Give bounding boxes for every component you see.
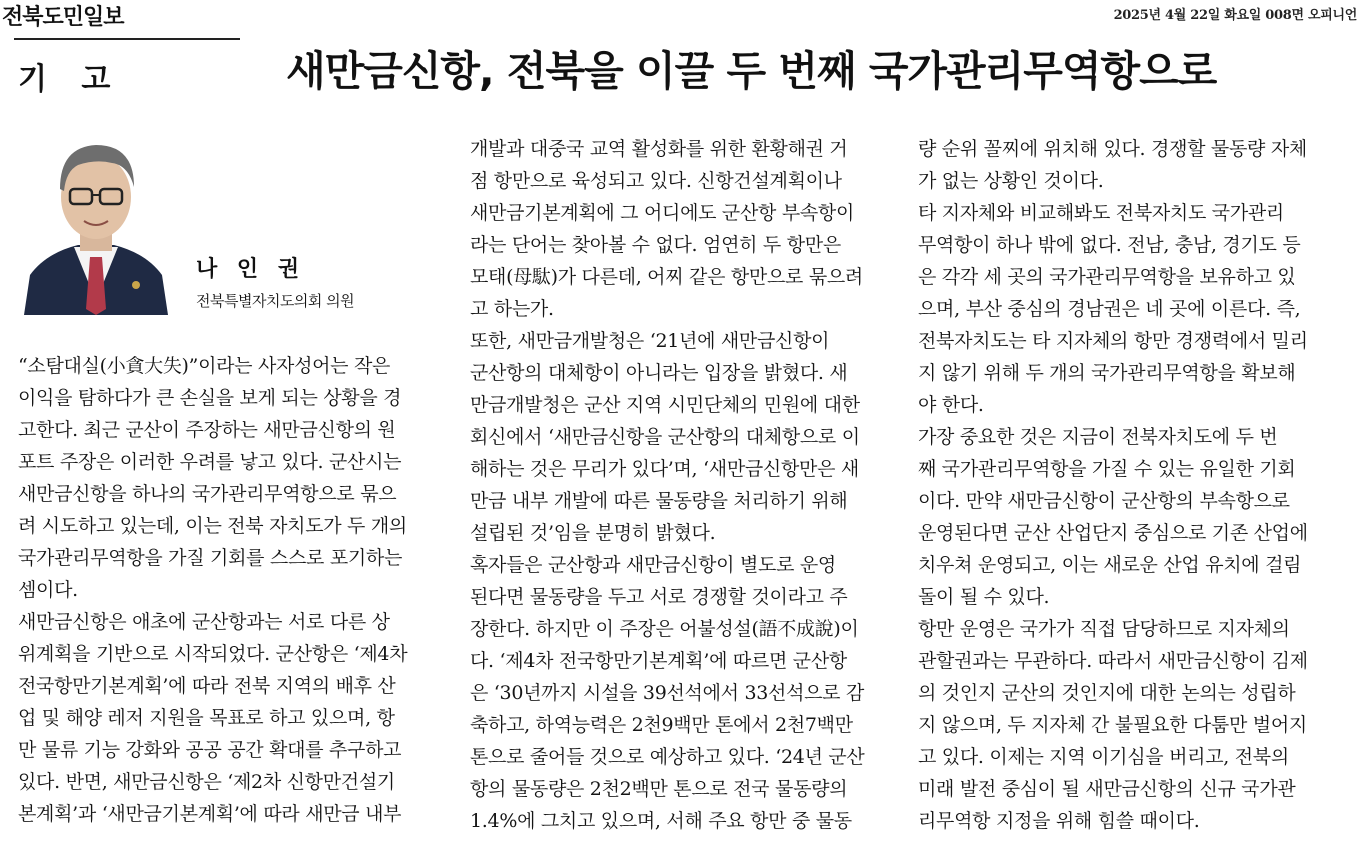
text-line: 야 한다. <box>918 394 984 416</box>
text-line: 라는 단어는 찾아볼 수 없다. 엄연히 두 항만은 <box>470 234 841 256</box>
text-line: 가장 중요한 것은 지금이 전북자치도에 두 번 <box>918 426 1278 448</box>
text-line: 관할권과는 무관하다. 따라서 새만금신항이 김제 <box>918 650 1308 672</box>
text-line: 있다. 반면, 새만금신항은 ‘제2차 신항만건설기 <box>18 771 395 793</box>
text-line: 새만금신항은 애초에 군산항과는 서로 다른 상 <box>18 611 390 633</box>
text-line: 려 시도하고 있는데, 이는 전북 자치도가 두 개의 <box>18 515 407 537</box>
text-line: 항만 운영은 국가가 직접 담당하므로 지자체의 <box>918 618 1290 640</box>
text-line: 의 것인지 군산의 것인지에 대한 논의는 성립하 <box>918 682 1296 704</box>
text-line: 국가관리무역항을 가질 기회를 스스로 포기하는 <box>18 547 403 569</box>
text-line: 은 ‘30년까지 시설을 39선석에서 33선석으로 감 <box>470 682 865 704</box>
text-line: 업 및 해양 레저 지원을 목표로 하고 있으며, 항 <box>18 707 395 729</box>
text-line: 점 항만으로 육성되고 있다. 신항건설계획이나 <box>470 170 842 192</box>
text-line: 전북자치도는 타 지자체의 항만 경쟁력에서 밀리 <box>918 330 1308 352</box>
text-line: 본계획’과 ‘새만금기본계획’에 따라 새만금 내부 <box>18 803 402 825</box>
text-line: 리무역항 지정을 위해 힘쓸 때이다. <box>918 810 1200 832</box>
text-line: 고 있다. 이제는 지역 이기심을 버리고, 전북의 <box>918 746 1289 768</box>
text-line: 만금개발청은 군산 지역 시민단체의 민원에 대한 <box>470 394 860 416</box>
text-line: 돌이 될 수 있다. <box>918 586 1050 608</box>
text-line: 모태(母駄)가 다른데, 어찌 같은 항만으로 묶으려 <box>470 266 863 288</box>
text-line: 이익을 탐하다가 큰 손실을 보게 되는 상황을 경 <box>18 387 402 409</box>
text-line: 지 않기 위해 두 개의 국가관리무역항을 확보해 <box>918 362 1296 384</box>
section-rule <box>14 38 240 40</box>
text-line: “소탐대실(小貪大失)”이라는 사자성어는 작은 <box>18 355 391 377</box>
text-line: 위계획을 기반으로 시작되었다. 군산항은 ‘제4차 <box>18 643 408 665</box>
text-line: 해하는 것은 무리가 있다’며, ‘새만금신항만은 새 <box>470 458 859 480</box>
text-line: 또한, 새만금개발청은 ‘21년에 새만금신항이 <box>470 330 830 352</box>
text-line: 가 없는 상황인 것이다. <box>918 170 1104 192</box>
text-line: 량 순위 꼴찌에 위치해 있다. 경쟁할 물동량 자체 <box>918 138 1307 160</box>
text-line: 셈이다. <box>18 579 78 601</box>
text-line: 전국항만기본계획’에 따라 전북 지역의 배후 산 <box>18 675 396 697</box>
text-line: 축하고, 하역능력은 2천9백만 톤에서 2천7백만 <box>470 714 853 736</box>
text-line: 톤으로 줄어들 것으로 예상하고 있다. ‘24년 군산 <box>470 746 865 768</box>
text-line: 고 하는가. <box>470 298 554 320</box>
text-line: 항의 물동량은 2천2백만 톤으로 전국 물동량의 <box>470 778 848 800</box>
article-column-2 <box>470 133 900 837</box>
text-line: 장한다. 하지만 이 주장은 어불성설(語不成說)이 <box>470 618 859 640</box>
text-line: 운영된다면 군산 산업단지 중심으로 기존 산업에 <box>918 522 1308 544</box>
author-affiliation: 전북특별자치도의회 의원 <box>196 292 355 310</box>
issue-dateline: 2025년 4월 22일 화요일 008면 오피니언 <box>1113 8 1357 23</box>
text-line: 째 국가관리무역항을 가질 수 있는 유일한 기회 <box>918 458 1296 480</box>
text-line: 타 지자체와 비교해봐도 전북자치도 국가관리 <box>918 202 1284 224</box>
author-photo <box>16 125 176 315</box>
text-line: 회신에서 ‘새만금신항을 군산항의 대체항으로 이 <box>470 426 860 448</box>
text-line: 설립된 것’임을 분명히 밝혔다. <box>470 522 716 544</box>
text-line: 1.4%에 그치고 있으며, 서해 주요 항만 중 물동 <box>470 810 852 832</box>
author-name: 나 인 권 <box>196 257 306 282</box>
text-line: 지 않으며, 두 지자체 간 불필요한 다툼만 벌어지 <box>918 714 1307 736</box>
newspaper-masthead: 전북도민일보 <box>2 4 124 30</box>
article-column-3 <box>918 133 1358 837</box>
article-headline: 새만금신항, 전북을 이끌 두 번째 국가관리무역항으로 <box>286 47 1217 95</box>
text-line: 만 물류 기능 강화와 공공 공간 확대를 추구하고 <box>18 739 402 761</box>
text-line: 혹자들은 군산항과 새만금신항이 별도로 운영 <box>470 554 836 576</box>
text-line: 개발과 대중국 교역 활성화를 위한 환황해권 거 <box>470 138 848 160</box>
section-label: 기 고 <box>18 62 123 97</box>
text-line: 된다면 물동량을 두고 서로 경쟁할 것이라고 주 <box>470 586 848 608</box>
text-line: 군산항의 대체항이 아니라는 입장을 밝혔다. 새 <box>470 362 848 384</box>
text-line: 무역항이 하나 밖에 없다. 전남, 충남, 경기도 등 <box>918 234 1301 256</box>
text-line: 새만금기본계획에 그 어디에도 군산항 부속항이 <box>470 202 855 224</box>
text-line: 은 각각 세 곳의 국가관리무역항을 보유하고 있 <box>918 266 1296 288</box>
text-line: 다. ‘제4차 전국항만기본계획’에 따르면 군산항 <box>470 650 847 672</box>
text-line: 치우쳐 운영되고, 이는 새로운 산업 유치에 걸림 <box>918 554 1302 576</box>
text-line: 미래 발전 중심이 될 새만금신항의 신규 국가관 <box>918 778 1296 800</box>
text-line: 만금 내부 개발에 따른 물동량을 처리하기 위해 <box>470 490 848 512</box>
text-line: 고한다. 최근 군산이 주장하는 새만금신항의 원 <box>18 419 396 441</box>
article-column-1 <box>18 350 443 830</box>
text-line: 새만금신항을 하나의 국가관리무역항으로 묶으 <box>18 483 397 505</box>
text-line: 으며, 부산 중심의 경남권은 네 곳에 이른다. 즉, <box>918 298 1301 320</box>
text-line: 포트 주장은 이러한 우려를 낳고 있다. 군산시는 <box>18 451 402 473</box>
text-line: 이다. 만약 새만금신항이 군산항의 부속항으로 <box>918 490 1290 512</box>
